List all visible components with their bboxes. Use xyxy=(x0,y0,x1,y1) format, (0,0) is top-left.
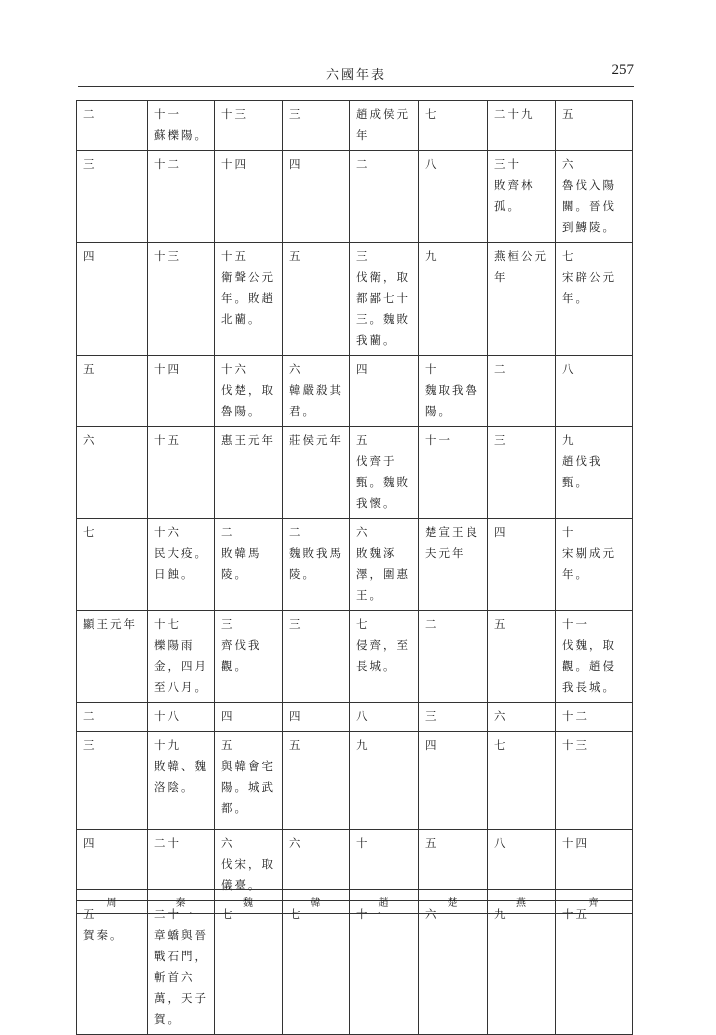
state-label: 秦 xyxy=(148,890,215,914)
table-cell: 六 韓嚴殺其君。 xyxy=(283,356,350,427)
table-cell: 八 xyxy=(350,703,419,732)
table-cell: 二 xyxy=(350,151,419,243)
table-cell: 十 魏取我魯陽。 xyxy=(419,356,488,427)
table-row xyxy=(77,243,633,356)
table-cell: 四 xyxy=(350,356,419,427)
table-cell: 十一 xyxy=(350,901,419,1035)
state-label: 燕 xyxy=(488,890,556,914)
table-cell: 七 侵齊，至長城。 xyxy=(350,611,419,703)
table-cell: 二 xyxy=(77,703,148,732)
table-cell: 二 xyxy=(488,356,556,427)
table-cell: 惠王元年 xyxy=(215,427,283,519)
table-cell: 趙成侯元年 xyxy=(350,101,419,151)
table-cell: 十一 xyxy=(419,427,488,519)
state-header-row xyxy=(76,889,633,914)
table-row xyxy=(77,101,633,151)
table-cell: 十五 xyxy=(556,901,633,1035)
table-cell: 六 xyxy=(488,703,556,732)
table-cell: 十四 xyxy=(148,356,215,427)
table-cell: 八 xyxy=(488,830,556,901)
table-cell: 十六 民大疫。日蝕。 xyxy=(148,519,215,611)
table-cell: 十三 xyxy=(148,243,215,356)
state-label: 韓 xyxy=(283,890,350,914)
table-cell: 十二 xyxy=(148,151,215,243)
table-cell: 燕桓公元年 xyxy=(488,243,556,356)
table-cell: 十 宋剔成元年。 xyxy=(556,519,633,611)
state-label: 楚 xyxy=(419,890,488,914)
table-row xyxy=(77,151,633,243)
table-cell: 七 xyxy=(419,101,488,151)
table-cell: 四 xyxy=(488,519,556,611)
table-cell: 五 xyxy=(488,611,556,703)
table-cell: 五 xyxy=(419,830,488,901)
table-row xyxy=(77,732,633,830)
table-cell: 三 伐衛，取都鄙七十三。魏敗我藺。 xyxy=(350,243,419,356)
table-cell: 三十 敗齊林孤。 xyxy=(488,151,556,243)
table-cell: 二十 xyxy=(148,830,215,901)
table-cell: 五 伐齊于甄。魏敗我懷。 xyxy=(350,427,419,519)
table-cell: 八 xyxy=(556,356,633,427)
page-number: 257 xyxy=(611,62,634,78)
table-cell: 十六 伐楚，取魯陽。 xyxy=(215,356,283,427)
table-cell: 六 魯伐入陽關。晉伐到鱄陵。 xyxy=(556,151,633,243)
table-cell: 二十一 章蟜與晉戰石門，斬首六萬，天子賀。 xyxy=(148,901,215,1035)
table-cell: 十一 伐魏，取觀。趙侵我長城。 xyxy=(556,611,633,703)
table-cell: 十三 xyxy=(556,732,633,830)
table-cell: 七 xyxy=(283,901,350,1035)
table-cell: 五 xyxy=(556,101,633,151)
table-row xyxy=(77,519,633,611)
table-cell: 二 xyxy=(77,101,148,151)
table-cell: 二 魏敗我馬陵。 xyxy=(283,519,350,611)
table-cell: 四 xyxy=(77,830,148,901)
table-cell: 二 敗韓馬陵。 xyxy=(215,519,283,611)
table-cell: 三 xyxy=(419,703,488,732)
table-cell: 莊侯元年 xyxy=(283,427,350,519)
table-row xyxy=(77,611,633,703)
table-cell: 十九 敗韓、魏洛陰。 xyxy=(148,732,215,830)
table-cell: 十四 xyxy=(215,151,283,243)
table-cell: 十五 xyxy=(148,427,215,519)
table-cell: 五 xyxy=(283,243,350,356)
table-cell: 九 趙伐我甄。 xyxy=(556,427,633,519)
table-cell: 九 xyxy=(488,901,556,1035)
table-cell: 十七 櫟陽雨金，四月至八月。 xyxy=(148,611,215,703)
table-cell: 三 xyxy=(283,101,350,151)
table-cell: 四 xyxy=(215,703,283,732)
table-cell: 九 xyxy=(350,732,419,830)
table-cell: 十三 xyxy=(215,101,283,151)
table-cell: 五 xyxy=(283,732,350,830)
table-cell: 三 xyxy=(488,427,556,519)
table-cell: 五 與韓會宅陽。城武都。 xyxy=(215,732,283,830)
table-row xyxy=(77,901,633,1035)
table-cell: 二十九 xyxy=(488,101,556,151)
table-cell: 六 xyxy=(283,830,350,901)
table-cell: 三 xyxy=(77,151,148,243)
table-cell: 六 xyxy=(77,427,148,519)
table-row xyxy=(77,703,633,732)
table-cell: 十一 蘇櫟陽。 xyxy=(148,101,215,151)
table-cell: 六 伐宋，取儀臺。 xyxy=(215,830,283,901)
state-label: 齊 xyxy=(556,890,633,914)
table-cell: 五 賀秦。 xyxy=(77,901,148,1035)
table-cell: 三 xyxy=(77,732,148,830)
state-label: 趙 xyxy=(350,890,419,914)
table-cell: 五 xyxy=(77,356,148,427)
table-cell: 顯王元年 xyxy=(77,611,148,703)
table-cell: 十二 xyxy=(556,703,633,732)
table-cell: 六 xyxy=(419,901,488,1035)
table-cell: 四 xyxy=(283,703,350,732)
table-cell: 四 xyxy=(77,243,148,356)
table-cell: 六 敗魏涿澤，圍惠王。 xyxy=(350,519,419,611)
table-cell: 十八 xyxy=(148,703,215,732)
table-cell: 十 xyxy=(350,830,419,901)
table-cell: 楚宣王良夫元年 xyxy=(419,519,488,611)
table-cell: 四 xyxy=(419,732,488,830)
table-row xyxy=(77,427,633,519)
table-cell: 八 xyxy=(419,151,488,243)
table-cell: 七 xyxy=(488,732,556,830)
table-cell: 九 xyxy=(419,243,488,356)
table-cell: 四 xyxy=(283,151,350,243)
table-cell: 七 xyxy=(215,901,283,1035)
table-cell: 十四 xyxy=(556,830,633,901)
page-header xyxy=(78,64,634,87)
table-cell: 十五 衛聲公元年。敗趙北藺。 xyxy=(215,243,283,356)
table-cell: 七 宋辟公元年。 xyxy=(556,243,633,356)
table-row xyxy=(77,356,633,427)
table-cell: 三 齊伐我觀。 xyxy=(215,611,283,703)
table-cell: 二 xyxy=(419,611,488,703)
page-title: 六國年表 xyxy=(325,68,386,83)
table-cell: 七 xyxy=(77,519,148,611)
state-label: 魏 xyxy=(215,890,283,914)
table-cell: 三 xyxy=(283,611,350,703)
state-label: 周 xyxy=(77,890,148,914)
